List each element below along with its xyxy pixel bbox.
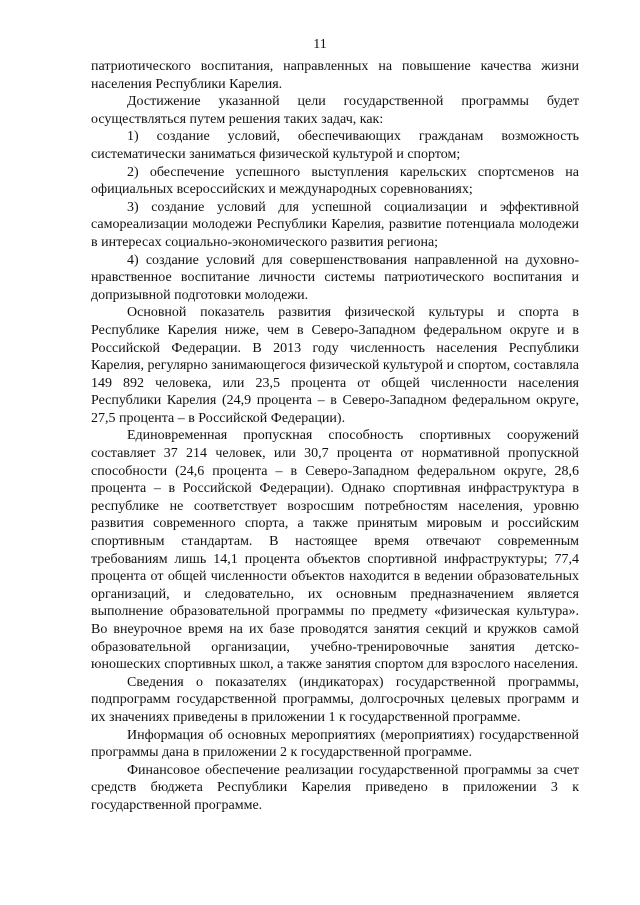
paragraph-main-indicator: Основной показатель развития физической культуры и спорта в Республике Карелия ниже, чем в Северо-Западном федеральном округе и в Российской Федерации. В 2013 году численность населения Республики Карелия, регулярно занимающегося физической культурой и спортом, составляла 149 892 человека, или 23,5 процента от общей численности населения Республики Карелия (24,9 процента – в Северо-Западном федеральном округе, 27,5 процента – в Российской Федерации). [91,305,579,426]
paragraph-sports-facilities: Единовременная пропускная способность спортивных сооружений составляет 37 214 человек, или 30,7 процента от нормативной пропускной способности (24,6 процента – в Северо-Западном федеральном округе, 28,6 процента – в Российской Федерации). Однако спортивная инфраструктура в республике не соответствует возросшим потребностям населения, уровню развития современного спорта, а также принятым мировым и российским спортивным стандартам. В настоящее время отвечают современным требованиям лишь 14,1 процента объектов спортивной инфраструктуры; 77,4 процента от общей численности объектов находится в ведении образовательных организаций, и следовательно, их основным предназначением является выполнение образовательной программы по предмету «физическая культура». Во внеурочное время на их базе проводятся занятия секций и кружков самой образовательной организации, учебно-тренировочные занятия детско-юношеских спортивных школ, а также занятия спортом для взрослого населения. [91,428,579,673]
paragraph-task-4: 4) создание условий для совершенствования направленной на духовно-нравственное воспитание личности системы патриотического воспитания и допризывной подготовки молодежи. [91,252,579,303]
paragraph-goal-intro: Достижение указанной цели государственной программы будет осуществляться путем решения таких задач, как: [91,94,579,127]
paragraph-task-3: 3) создание условий для успешной социализации и эффективной самореализации молодежи Республики Карелия, развитие потенциала молодежи в интересах социально-экономического развития региона; [91,199,579,250]
document-body [91,58,579,815]
paragraph-continuation: патриотического воспитания, направленных на повышение качества жизни населения Республики Карелия. [91,59,579,92]
paragraph-task-2: 2) обеспечение успешного выступления карельских спортсменов на официальных всероссийских и международных соревнованиях; [91,164,579,198]
paragraph-task-1: 1) создание условий, обеспечивающих гражданам возможность систематически заниматься физической культурой и спортом; [91,129,579,162]
paragraph-indicators-info: Сведения о показателях (индикаторах) государственной программы, подпрограмм государственной программы, долгосрочных целевых программ и их значениях приведены в приложении 1 к государственной программе. [91,674,579,725]
paragraph-activities-info: Информация об основных мероприятиях (мероприятиях) государственной программы дана в приложении 2 к государственной программе. [91,727,579,761]
page-number: 11 [313,37,327,52]
paragraph-financing: Финансовое обеспечение реализации государственной программы за счет средств бюджета Республики Карелия приведено в приложении 3 к государственной программе. [91,762,579,813]
